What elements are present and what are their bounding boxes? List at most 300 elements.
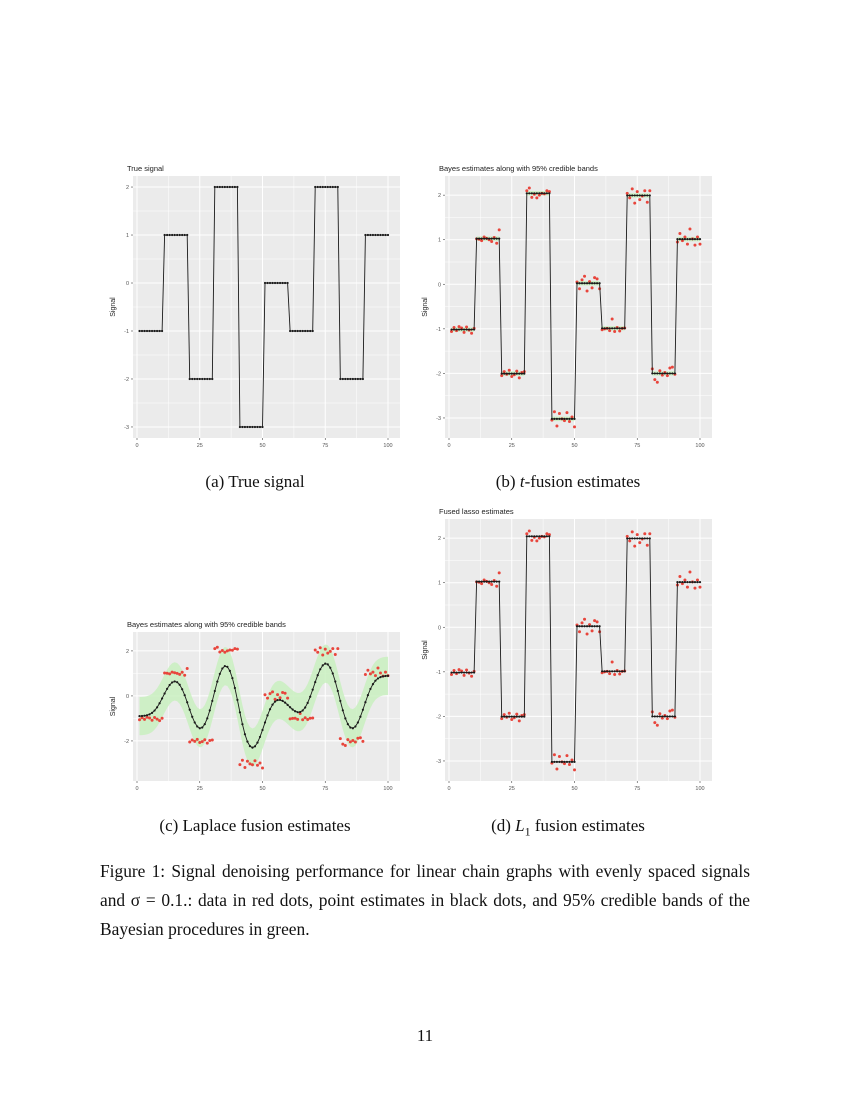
chart-title: Bayes estimates along with 95% credible bands (127, 620, 286, 629)
estimate-point (676, 238, 678, 240)
estimate-point (501, 716, 503, 718)
data-point (206, 742, 209, 745)
estimate-point (146, 714, 148, 716)
data-point (329, 650, 332, 653)
estimate-point (342, 709, 344, 711)
estimate-point (387, 675, 389, 677)
estimate-point (624, 327, 626, 329)
estimate-point (573, 418, 575, 420)
y-tick-label: 1 (437, 237, 441, 244)
estimate-point (531, 192, 533, 194)
estimate-point (347, 378, 349, 380)
estimate-point (354, 725, 356, 727)
estimate-point (339, 700, 341, 702)
estimate-point (483, 581, 485, 583)
estimate-point (586, 625, 588, 627)
estimate-point (468, 671, 470, 673)
estimate-point (264, 282, 266, 284)
estimate-point (276, 699, 278, 701)
x-tick-label: 0 (447, 786, 451, 792)
estimate-point (496, 581, 498, 583)
estimate-point (359, 378, 361, 380)
data-point (271, 690, 274, 693)
data-point (304, 716, 307, 719)
x-tick-label: 25 (196, 443, 203, 449)
data-point (359, 736, 362, 739)
estimate-point (364, 701, 366, 703)
data-point (301, 718, 304, 721)
estimate-point (644, 194, 646, 196)
estimate-point (699, 581, 701, 583)
estimate-point (324, 186, 326, 188)
data-point (158, 719, 161, 722)
estimate-point (281, 282, 283, 284)
estimate-point (156, 330, 158, 332)
data-point (233, 647, 236, 650)
estimate-point (281, 700, 283, 702)
chart-laplace-fusion (105, 616, 405, 806)
data-point (258, 761, 261, 764)
estimate-point (541, 535, 543, 537)
estimate-point (256, 426, 258, 428)
estimate-point (491, 581, 493, 583)
data-point (638, 541, 641, 544)
estimate-point (661, 715, 663, 717)
estimate-point (591, 625, 593, 627)
subcaption-d-text: fusion estimates (530, 816, 645, 835)
y-tick-label: -2 (124, 376, 129, 383)
estimate-point (239, 426, 241, 428)
x-tick-label: 75 (322, 443, 329, 449)
estimate-point (317, 186, 319, 188)
estimate-point (453, 328, 455, 330)
estimate-point (146, 330, 148, 332)
estimate-point (362, 709, 364, 711)
estimate-point (164, 234, 166, 236)
estimate-point (352, 378, 354, 380)
estimate-point (558, 761, 560, 763)
subcaption-c: (c) Laplace fusion estimates (159, 816, 351, 835)
estimate-point (599, 625, 601, 627)
data-point (316, 651, 319, 654)
estimate-point (304, 330, 306, 332)
data-point (699, 243, 702, 246)
subcaption-d-sub: 1 (524, 824, 531, 839)
data-point (525, 189, 528, 192)
chart-title: Bayes estimates along with 95% credible bands (439, 164, 598, 173)
estimate-point (506, 716, 508, 718)
estimate-point (229, 670, 231, 672)
data-point (319, 646, 322, 649)
data-point (633, 202, 636, 205)
estimate-point (666, 715, 668, 717)
subcaption-b-italic: t (519, 472, 525, 491)
data-point (311, 716, 314, 719)
data-point (693, 244, 696, 247)
data-point (463, 331, 466, 334)
subcaption-b-label: (b) (495, 472, 520, 491)
data-point (463, 674, 466, 677)
estimate-point (314, 681, 316, 683)
data-point (465, 669, 468, 672)
data-point (351, 739, 354, 742)
data-point (653, 378, 656, 381)
data-point (568, 763, 571, 766)
estimate-point (302, 330, 304, 332)
data-point (284, 692, 287, 695)
estimate-point (274, 282, 276, 284)
estimate-point (473, 328, 475, 330)
estimate-point (518, 716, 520, 718)
estimate-point (664, 372, 666, 374)
data-point (354, 741, 357, 744)
estimate-point (171, 234, 173, 236)
data-point (339, 737, 342, 740)
estimate-point (686, 238, 688, 240)
estimate-point (674, 372, 676, 374)
estimate-point (481, 238, 483, 240)
data-point (613, 330, 616, 333)
estimate-point (634, 537, 636, 539)
data-point (530, 196, 533, 199)
y-tick-label: 2 (125, 648, 129, 655)
estimate-point (566, 761, 568, 763)
estimate-point (521, 373, 523, 375)
data-point (510, 718, 513, 721)
estimate-point (523, 716, 525, 718)
data-point (525, 532, 528, 535)
estimate-point (526, 535, 528, 537)
data-point (565, 754, 568, 757)
estimate-point (297, 330, 299, 332)
data-point (490, 583, 493, 586)
data-point (465, 326, 468, 329)
estimate-point (254, 745, 256, 747)
data-point (218, 651, 221, 654)
estimate-point (349, 726, 351, 728)
estimate-point (573, 761, 575, 763)
data-point (558, 412, 561, 415)
data-point (490, 240, 493, 243)
estimate-point (164, 692, 166, 694)
chart-t-fusion (417, 160, 717, 460)
data-point (178, 673, 181, 676)
estimate-point (387, 234, 389, 236)
plot-panel (445, 176, 712, 438)
estimate-point (342, 378, 344, 380)
y-axis-label: Signal (422, 640, 429, 660)
estimate-point (329, 667, 331, 669)
estimate-point (488, 238, 490, 240)
x-tick-label: 75 (634, 443, 641, 449)
y-tick-label: -1 (436, 669, 441, 676)
estimate-point (148, 713, 150, 715)
y-axis-label: Signal (422, 297, 429, 317)
estimate-point (593, 282, 595, 284)
estimate-point (201, 378, 203, 380)
estimate-point (264, 721, 266, 723)
data-point (470, 332, 473, 335)
data-point (646, 201, 649, 204)
estimate-point (384, 675, 386, 677)
data-point (384, 671, 387, 674)
estimate-point (176, 234, 178, 236)
estimate-point (689, 581, 691, 583)
subcaption-d-label: (d) (491, 816, 516, 835)
estimate-point (473, 671, 475, 673)
estimate-point (219, 186, 221, 188)
x-tick-label: 0 (135, 443, 139, 449)
estimate-point (204, 723, 206, 725)
data-point (374, 674, 377, 677)
estimate-point (671, 372, 673, 374)
estimate-point (297, 711, 299, 713)
estimate-point (581, 625, 583, 627)
estimate-point (337, 186, 339, 188)
estimate-point (666, 372, 668, 374)
data-point (256, 764, 259, 767)
data-point (269, 692, 272, 695)
data-point (528, 187, 531, 190)
data-point (688, 571, 691, 574)
estimate-point (656, 715, 658, 717)
estimate-point (696, 581, 698, 583)
data-point (631, 530, 634, 533)
estimate-point (664, 715, 666, 717)
estimate-point (641, 194, 643, 196)
data-point (261, 766, 264, 769)
estimate-point (586, 282, 588, 284)
estimate-point (548, 535, 550, 537)
y-tick-label: -3 (124, 424, 129, 431)
estimate-point (211, 700, 213, 702)
estimate-point (508, 373, 510, 375)
estimate-point (546, 192, 548, 194)
estimate-point (367, 694, 369, 696)
subcaption-a: (a) True signal (205, 472, 305, 491)
estimate-point (518, 373, 520, 375)
data-point (643, 532, 646, 535)
estimate-point (279, 282, 281, 284)
x-tick-label: 25 (196, 786, 203, 792)
estimate-point (354, 378, 356, 380)
data-point (653, 721, 656, 724)
estimate-point (583, 282, 585, 284)
estimate-point (624, 670, 626, 672)
x-tick-label: 100 (383, 786, 393, 792)
estimate-point (619, 327, 621, 329)
estimate-point (271, 704, 273, 706)
estimate-point (591, 282, 593, 284)
data-point (611, 661, 614, 664)
data-point (658, 712, 661, 715)
estimate-point (528, 535, 530, 537)
estimate-point (347, 723, 349, 725)
estimate-point (596, 625, 598, 627)
estimate-point (349, 378, 351, 380)
estimate-point (377, 677, 379, 679)
estimate-point (463, 671, 465, 673)
estimate-point (329, 186, 331, 188)
estimate-point (186, 701, 188, 703)
estimate-point (206, 717, 208, 719)
estimate-point (194, 721, 196, 723)
y-tick-label: -1 (436, 326, 441, 333)
estimate-point (322, 664, 324, 666)
estimate-point (528, 192, 530, 194)
data-point (321, 653, 324, 656)
estimate-point (292, 330, 294, 332)
data-point (666, 717, 669, 720)
estimate-point (681, 581, 683, 583)
data-point (221, 649, 224, 652)
x-tick-label: 50 (571, 443, 578, 449)
estimate-point (646, 194, 648, 196)
estimate-point (553, 761, 555, 763)
chart-l1-fusion (417, 503, 717, 803)
estimate-point (374, 680, 376, 682)
data-point (495, 585, 498, 588)
estimate-point (254, 426, 256, 428)
figure-caption (100, 857, 750, 944)
estimate-point (161, 330, 163, 332)
estimate-point (649, 537, 651, 539)
data-point (364, 673, 367, 676)
estimate-point (651, 372, 653, 374)
estimate-point (450, 328, 452, 330)
estimate-point (151, 712, 153, 714)
page-number: 11 (416, 1026, 434, 1045)
data-point (613, 673, 616, 676)
estimate-point (171, 681, 173, 683)
estimate-point (501, 373, 503, 375)
estimate-point (216, 186, 218, 188)
estimate-point (231, 677, 233, 679)
data-point (236, 648, 239, 651)
data-point (591, 629, 594, 632)
estimate-point (465, 671, 467, 673)
estimate-point (214, 186, 216, 188)
estimate-point (309, 696, 311, 698)
estimate-point (588, 282, 590, 284)
estimate-point (614, 327, 616, 329)
data-point (535, 539, 538, 542)
estimate-point (601, 670, 603, 672)
data-point (565, 411, 568, 414)
estimate-point (654, 372, 656, 374)
estimate-point (169, 684, 171, 686)
estimate-point (656, 372, 658, 374)
estimate-point (141, 715, 143, 717)
estimate-point (601, 327, 603, 329)
estimate-point (604, 670, 606, 672)
estimate-point (551, 418, 553, 420)
estimate-point (593, 625, 595, 627)
data-point (578, 630, 581, 633)
x-tick-label: 75 (322, 786, 329, 792)
estimate-point (450, 671, 452, 673)
data-point (356, 737, 359, 740)
data-point (658, 369, 661, 372)
estimate-point (332, 186, 334, 188)
data-point (166, 672, 169, 675)
data-point (631, 187, 634, 190)
estimate-point (674, 715, 676, 717)
y-tick-label: -1 (124, 328, 129, 335)
estimate-point (476, 581, 478, 583)
data-point (699, 586, 702, 589)
data-point (153, 716, 156, 719)
data-point (586, 289, 589, 292)
estimate-point (379, 676, 381, 678)
estimate-point (314, 186, 316, 188)
estimate-point (169, 234, 171, 236)
data-point (628, 196, 631, 199)
estimate-point (364, 234, 366, 236)
estimate-point (503, 716, 505, 718)
data-point (216, 646, 219, 649)
chart-title: True signal (127, 164, 164, 173)
data-point (346, 738, 349, 741)
data-point (251, 763, 254, 766)
estimate-point (292, 708, 294, 710)
data-point (518, 376, 521, 379)
estimate-point (506, 373, 508, 375)
estimate-point (496, 238, 498, 240)
estimate-point (307, 702, 309, 704)
data-point (581, 278, 584, 281)
data-point (366, 669, 369, 672)
estimate-point (470, 328, 472, 330)
estimate-point (486, 581, 488, 583)
estimate-point (458, 671, 460, 673)
estimate-point (289, 706, 291, 708)
estimate-point (526, 192, 528, 194)
data-point (208, 739, 211, 742)
data-point (568, 420, 571, 423)
estimate-point (546, 535, 548, 537)
estimate-point (372, 234, 374, 236)
data-point (266, 697, 269, 700)
estimate-point (631, 537, 633, 539)
estimate-point (566, 418, 568, 420)
caption-line: Figure 1: Signal denoising performance for linear chain graphs with evenly spaced signals (100, 861, 750, 881)
estimate-point (543, 192, 545, 194)
data-point (633, 545, 636, 548)
estimate-point (339, 378, 341, 380)
estimate-point (513, 716, 515, 718)
estimate-point (327, 186, 329, 188)
estimate-point (138, 330, 140, 332)
estimate-point (236, 699, 238, 701)
estimate-point (478, 581, 480, 583)
data-point (314, 649, 317, 652)
data-point (241, 759, 244, 762)
estimate-point (181, 688, 183, 690)
estimate-point (352, 727, 354, 729)
data-point (515, 370, 518, 373)
estimate-point (239, 711, 241, 713)
data-point (361, 740, 364, 743)
data-point (528, 530, 531, 533)
estimate-point (244, 733, 246, 735)
data-point (324, 648, 327, 651)
estimate-point (156, 706, 158, 708)
estimate-point (646, 537, 648, 539)
data-point (628, 539, 631, 542)
estimate-point (563, 418, 565, 420)
estimate-point (465, 328, 467, 330)
